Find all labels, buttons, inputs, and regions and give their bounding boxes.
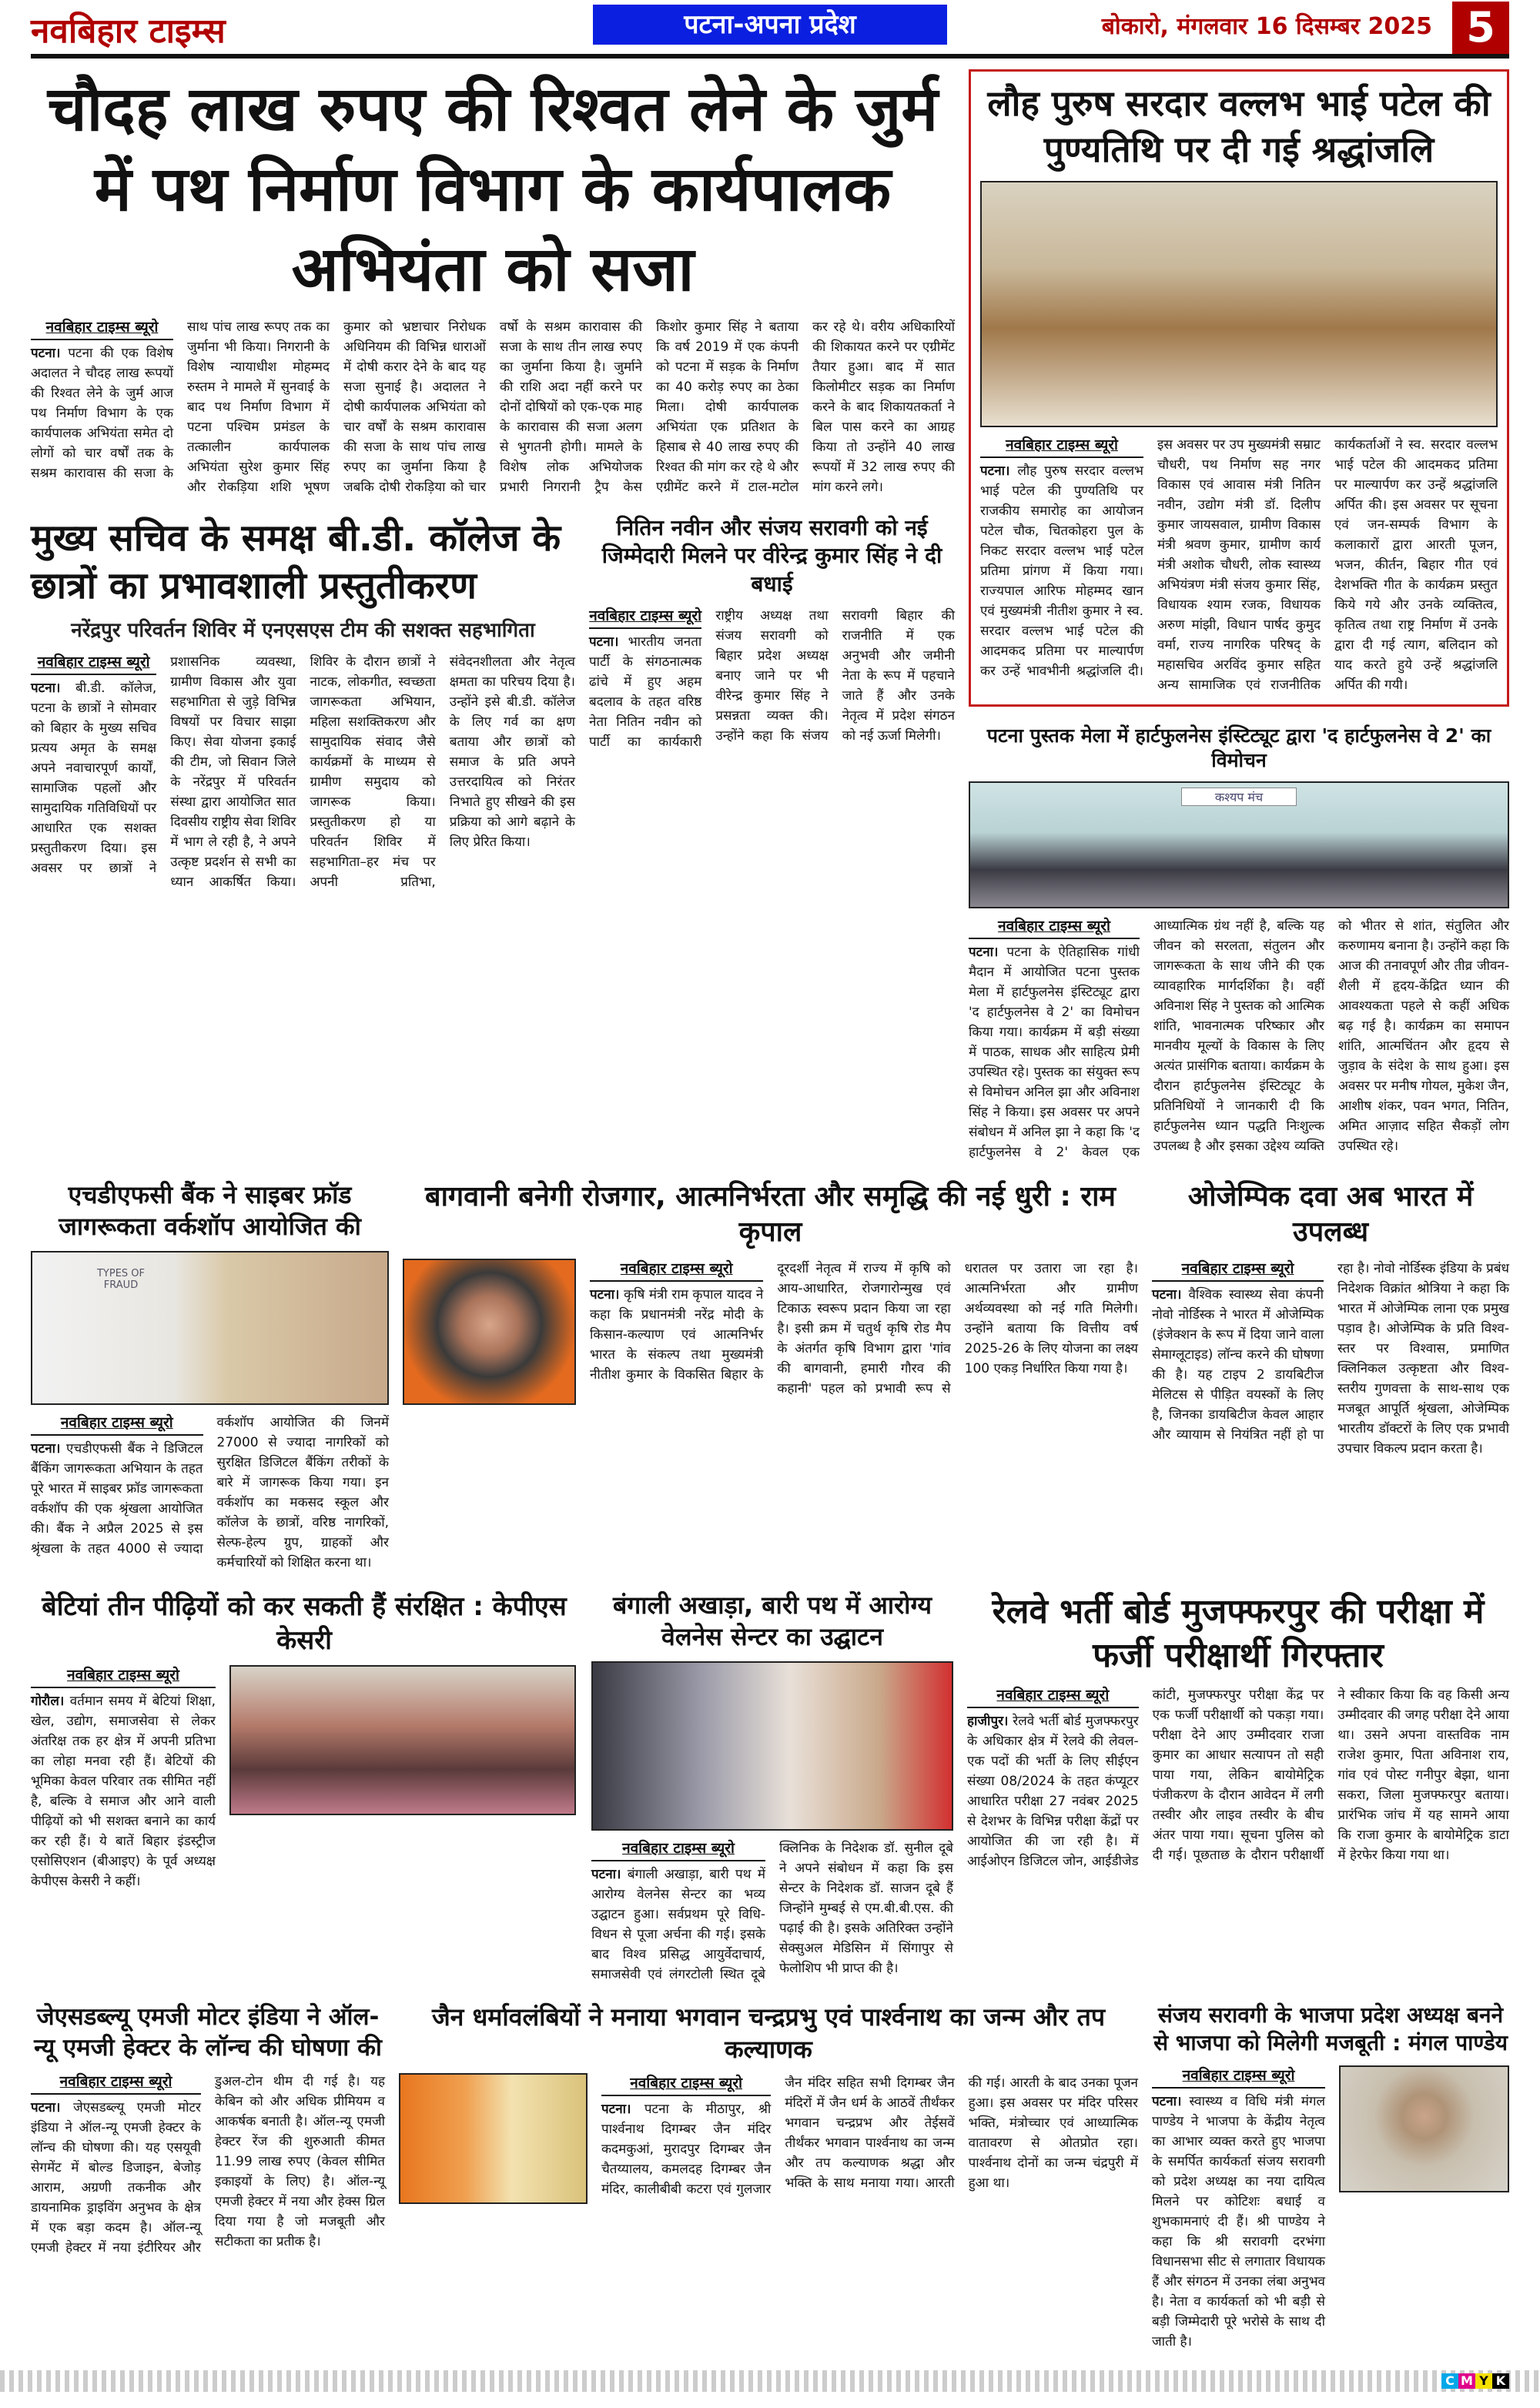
- cmyk-c: C: [1441, 2373, 1458, 2389]
- nitin-headline: नितिन नवीन और संजय सरावगी को नई जिम्मेदारी मिलने पर वीरेन्द्र कुमार सिंह ने दी बधाई: [601, 515, 942, 597]
- dateline-place: पटना।: [591, 1866, 621, 1882]
- byline: नवबिहार टाइम्स ब्यूरो: [601, 2073, 771, 2096]
- jain-headline: जैन धर्मावलंबियों ने मनाया भगवान चन्द्रप्रभु एवं पार्श्वनाथ का जन्म और तप कल्याणक: [431, 2002, 1106, 2064]
- story-text: जेएसडब्ल्यू एमजी मोटर इंडिया ने ऑल-न्यू एमजी हेक्टर के लॉन्च की घोषणा की। यह एसयूवी सेगमेंट में बोल्ड डिजाइन, बेजोड़ आराम, अग्रणी तकनीक और डायनामिक ड्राइविंग अनुभव के क्षेत्र में एक बड़ा कदम है। ऑल-न्यू एमजी हेक्टर में नया इंटीरियर और डुअल-टोन थीम दी गई है। यह केबिन को और अधिक प्रीमियम व आकर्षक बनाती है। ऑल-न्यू एमजी हेक्टर रेंज की शुरुआती कीमत 11.99 लाख रुपए (केवल सीमित इकाइयों के लिए) है। ऑल-न्यू एमजी हेक्टर में नया और हेक्स ग्रिल दिया गया है जो मजबूती और सटीकता का प्रतीक है।: [31, 2073, 385, 2256]
- bdcollege-headline: मुख्य सचिव के समक्ष बी.डी. कॉलेज के छात्रों का प्रभावशाली प्रस्तुतीकरण: [31, 517, 561, 608]
- byline: नवबिहार टाइम्स ब्यूरो: [590, 1259, 763, 1282]
- print-registration-bar: [0, 2370, 1540, 2392]
- story-text: बी.डी. कॉलेज, पटना के छात्रों ने सोमवार को बिहार के मुख्य सचिव प्रत्यय अमृत के समक्ष अपने नवाचारपूर्ण कार्यों, सामाजिक पहलों और सामुदायिक गतिविधियों पर आधारित एक सशक्त प्रस्तुतीकरण दिया। इस अवसर पर छात्रों ने प्रशासनिक व्यवस्था, ग्रामीण विकास और युवा सहभागिता से जुड़े विभिन्न विषयों पर विचार साझा किए। सेवा योजना इकाई की टीम, जो सिवान जिले के नरेंद्रपुर में परिवर्तन संस्था द्वारा आयोजित सात दिवसीय राष्ट्रीय सेवा शिविर में भाग ले रही है, ने अपने उत्कृष्ट प्रदर्शन से सभी का ध्यान आकर्षित किया। शिविर के दौरान छात्रों ने नाटक, लोकगीत, स्वच्छता जागरूकता अभियान, महिला सशक्तिकरण और सामुदायिक संवाद जैसे कार्यक्रमों के माध्यम से ग्रामीण समुदाय को जागरूक किया। प्रस्तुतीकरण हो या परिवर्तन शिविर में सहभागिता–हर मंच पर अपनी प्रतिभा, संवेदनशीलता और नेतृत्व क्षमता का परिचय दिया है। उन्होंने इसे बी.डी. कॉलेज के लिए गर्व का क्षण बताया और छात्रों को समाज के प्रति अपने उत्तरदायित्व को निरंतर निभाते हुए सीखने की इस प्रक्रिया को आगे बढ़ाने के लिए प्रेरित किया।: [31, 654, 575, 890]
- mg-story-body: [31, 2072, 385, 2258]
- byline: नवबिहार टाइम्स ब्यूरो: [980, 435, 1143, 458]
- masthead-logo: नवबिहार टाइम्स: [31, 12, 226, 51]
- hdfc-story: [31, 1179, 389, 1573]
- story-text: पटना की एक विशेष अदालत ने चौदह लाख रूपयों की रिश्वत लेने के जुर्म आज पथ निर्माण विभाग के एक कार्यपालक अभियंता समेत दो लोगों को चार वर्षों तक के सश्रम कारावास की सजा के साथ पांच लाख रूपए तक का जुर्माना भी किया। निगरानी के विशेष न्यायाधीश मोहम्मद रुस्तम ने मामले में सुनवाई के बाद पथ निर्माण विभाग में पटना पश्चिम प्रमंडल के तत्कालीन कार्यपालक अभियंता सुरेश कुमार सिंह और रोकड़िया शशि भूषण कुमार को भ्रष्टाचार निरोधक अधिनियम की विभिन्न धाराओं में दोषी करार देने के बाद यह सजा सुनाई है। अदालत ने दोषी कार्यपालक अभियंता को चार वर्षों के सश्रम कारावास की सजा के साथ पांच लाख रुपए का जुर्माना किया है जबकि दोषी रोकड़िया को चार वर्षो के सश्रम कारावास की सजा के साथ तीन लाख रुपए का जुर्माना किया है। जुर्माने की राशि अदा नहीं करने पर दोनों दोषियों को एक-एक माह के कारावास की सजा अलग से भुगतनी होगी। मामले के विशेष लोक अभियोजक प्रभारी निगरानी ट्रैप केस किशोर कुमार सिंह ने बताया कि वर्ष 2019 में एक कंपनी को पटना में सड़क के निर्माण का 40 करोड़ रुपए का ठेका मिला। दोषी कार्यपालक अभियंता एक प्रतिशत के हिसाब से 40 लाख रुपए की रिश्वत की मांग कर रहे थे और एग्रीमेंट करने में टाल-मटोल कर रहे थे। वरीय अधिकारियों की शिकायत करने पर एग्रीमेंट तैयार हुआ। बाद में सात किलोमीटर सड़क का निर्माण करने के बाद शिकायतकर्ता ने बिल पास करने का आग्रह किया तो उन्होंने 40 लाख रूपयों में 32 लाख रुपए की मांग करने लगे।: [31, 319, 955, 495]
- photo-slide-text: TYPES OF FRAUD: [96, 1267, 146, 1291]
- story-text: वैश्विक स्वास्थ्य सेवा कंपनी नोवो नोर्डिस्क ने भारत में ओजेम्पिक (इंजेक्शन के रूप में दिया जाने वाला सेमाग्लूटाइड) लॉन्च करने की घोषणा की है। यह टाइप 2 डायबिटीज मेलिटस से पीड़ित वयस्कों के लिए है, जिनका डायबिटीज केवल आहार और व्यायाम से नियंत्रित नहीं हो पा रहा है। नोवो नोर्डिस्क इंडिया के प्रबंध निदेशक विक्रांत श्रोत्रिया ने कहा कि भारत में ओजेम्पिक लाना एक प्रमुख पड़ाव है। ओजेम्पिक के प्रति विश्व-स्तर पर विश्वास, प्रमाणित क्लिनिकल उत्कृष्टता और विश्व-स्तरीय गुणवत्ता के साथ-साथ एक मजबूत आपूर्ति श्रृंखला, ओजेम्पिक भारतीय डॉक्टरों के लिए एक प्रभावी उपचार विकल्प प्रदान करता है।: [1152, 1261, 1509, 1457]
- saraogi-headline: संजय सरावगी के भाजपा प्रदेश अध्यक्ष बनने से भाजपा को मिलेगी मजबूती : मंगल पाण्डेय: [1153, 2002, 1508, 2056]
- dateline-place: हाजीपुर।: [967, 1714, 1009, 1730]
- nitin-story: [589, 514, 955, 752]
- ramkripal-story: [403, 1179, 1138, 1406]
- ramkripal-photo: [403, 1259, 576, 1405]
- dateline-place: पटना।: [31, 680, 61, 696]
- byline: नवबिहार टाइम्स ब्यूरो: [591, 1838, 765, 1861]
- ozempic-story-body: [1152, 1259, 1509, 1459]
- mg-story: [31, 2002, 385, 2258]
- bengali-headline: बंगाली अखाड़ा, बारी पथ में आरोग्य वेलनेस सेन्टर का उद्घाटन: [612, 1590, 932, 1652]
- dateline-place: पटना।: [1152, 2093, 1182, 2109]
- jain-photo: [399, 2073, 588, 2204]
- mg-headline: जेएसडब्ल्यू एमजी मोटर इंडिया ने ऑल-न्यू एमजी हेक्टर के लॉन्च की घोषणा की: [34, 2002, 382, 2062]
- byline: नवबिहार टाइम्स ब्यूरो: [31, 652, 156, 675]
- betiyan-story-body: [31, 1665, 216, 1891]
- lead-story-body: [31, 317, 955, 497]
- middle-row: [31, 1179, 1509, 1573]
- cmyk-marks: [1441, 2373, 1509, 2389]
- page-content: [31, 69, 1509, 2352]
- saraogi-photo: [1339, 2065, 1509, 2192]
- betiyan-story: [31, 1590, 578, 1891]
- story-text: बंगाली अखाड़ा, बारी पथ में आरोग्य वेलनेस सेन्टर का भव्य उद्घाटन हुआ। सर्वप्रथम पूरे विधि-विधन से पूजा अर्चना की गई। इसके बाद विश्व प्रसिद्ध आयुर्वेदाचार्य, समाजसेवी एवं लंगरटोली स्थित दूबे क्लिनिक के निदेशक डॉ. सुनील दूबे ने अपने संबोधन में कहा कि इस सेन्टर के निदेशक डॉ. साजन दूबे हैं जिन्होंने मुम्बई से एम.बी.बी.एस. की पढ़ाई की है। इसके अतिरिक्त उन्होंने सेक्सुअल मेडिसिन में सिंगापुर से फेलोशिप भी प्राप्त की है।: [591, 1840, 953, 1982]
- jain-content: [399, 2073, 1138, 2204]
- cmyk-y: Y: [1475, 2373, 1492, 2389]
- story-text: कृषि मंत्री राम कृपाल यादव ने कहा कि प्रधानमंत्री नरेंद्र मोदी के किसान-कल्याण एवं आत्मनिर्भर भारत के संकल्प तथा मुख्यमंत्री नीतीश कुमार के विकसित बिहार के दूरदर्शी नेतृत्व में राज्य में कृषि को आय-आधारित, रोजगारोन्मुख एवं टिकाऊ स्वरूप प्रदान किया जा रहा है। इसी क्रम में चतुर्थ कृषि रोड मैप के अंतर्गत कृषि विभाग द्वारा 'गांव की बागवानी, हमारी गौरव की कहानी' पहल को प्रभावी रूप से धरातल पर उतारा जा रहा है। आत्मनिर्भरता और ग्रामीण अर्थव्यवस्था को नई गति मिलेगी। उन्होंने बताया कि वित्तीय वर्ष 2025-26 के लिए योजना का लक्ष्य 100 एकड़ निर्धारित किया गया है।: [590, 1261, 1138, 1397]
- patel-photo: [980, 181, 1498, 427]
- cmyk-k: K: [1492, 2373, 1509, 2389]
- hdfc-headline: एचडीएफसी बैंक ने साइबर फ्रॉड जागरूकता वर्कशॉप आयोजित की: [59, 1179, 361, 1242]
- page-header: [31, 0, 1509, 59]
- patel-story-box: [969, 69, 1509, 707]
- dateline-place: पटना।: [601, 2102, 631, 2118]
- photo-stage-banner: कश्यप मंच: [1181, 788, 1297, 806]
- ramkripal-content: [403, 1259, 1138, 1405]
- byline: नवबिहार टाइम्स ब्यूरो: [31, 317, 173, 340]
- dateline-place: पटना।: [980, 463, 1010, 479]
- byline: नवबिहार टाइम्स ब्यूरो: [31, 1665, 216, 1688]
- bottom-row: [31, 2002, 1509, 2352]
- story-text: लौह पुरुष सरदार वल्लभ भाई पटेल की पुण्यतिथि पर राजकीय समारोह का आयोजन पटेल चौक, चितकोहरा पुल के निकट सरदार वल्लभ भाई पटेल प्रतिमा प्रांगण में किया गया। राज्यपाल आरिफ मोहम्मद खान एवं मुख्यमंत्री नीतीश कुमार ने स्व. सरदार वल्लभ भाई पटेल की आदमकद प्रतिमा पर माल्यार्पण कर उन्हें भावभीनी श्रद्धांजलि दी। इस अवसर पर उप मुख्यमंत्री सम्राट चौधरी, पथ निर्माण सह नगर विकास एवं आवास मंत्री नितिन नवीन, उद्योग मंत्री डॉ. दिलीप कुमार जायसवाल, ग्रामीण विकास मंत्री श्रवण कुमार, ग्रामीण कार्य मंत्री अशोक चौधरी, लोक स्वास्थ्य अभियंत्रण मंत्री संजय कुमार सिंह, विधायक श्याम रजक, विधायक अरुण मांझी, विधान पार्षद कुमुद वर्मा, राज्य नागरिक परिषद् के महासचिव अरविंद कुमार सहित अन्य सामाजिक एवं राजनीतिक कार्यकर्ताओं ने स्व. सरदार वल्लभ भाई पटेल की आदमकद प्रतिमा पर माल्यार्पण कर उन्हें श्रद्धांजलि अर्पित की। इस अवसर पर सूचना एवं जन-सम्पर्क विभाग के कलाकारों द्वारा आरती पूजन, भजन, कीर्तन, बिहार गीत एवं देशभक्ति गीत के कार्यक्रम प्रस्तुत किये गये और उनके व्यक्तित्व, कृतित्व तथा राष्ट्र निर्माण में उनके द्वारा दी गई त्याग, बलिदान को याद करते हुये उन्हें श्रद्धांजलि अर्पित की गयी।: [980, 436, 1498, 693]
- lower-row: [31, 1590, 1509, 1985]
- bdcollege-story-body: [31, 652, 575, 892]
- railway-story: [967, 1590, 1509, 1871]
- patel-headline: लौह पुरुष सरदार वल्लभ भाई पटेल की पुण्यतिथि पर दी गई श्रद्धांजलि: [987, 82, 1491, 170]
- nitin-story-body: [589, 606, 955, 752]
- betiyan-content: [31, 1665, 578, 1891]
- byline: नवबिहार टाइम्स ब्यूरो: [1152, 2065, 1325, 2089]
- saraogi-story: [1152, 2002, 1509, 2352]
- betiyan-headline: बेटियां तीन पीढ़ियों को कर सकती हैं संरक्षित : केपीएस केसरी: [42, 1590, 567, 1656]
- bdcollege-subheadline: नरेंद्रपुर परिवर्तन शिविर में एनएसएस टीम की सशक्त सहभागिता: [71, 618, 535, 642]
- dateline-place: गोरौल।: [31, 1694, 65, 1710]
- lead-headline: चौदह लाख रुपए की रिश्वत लेने के जुर्म में पथ निर्माण विभाग के कार्यपालक अभियंता को सजा: [47, 73, 939, 305]
- byline: नवबिहार टाइम्स ब्यूरो: [969, 916, 1140, 939]
- section-title: पटना-अपना प्रदेश: [593, 5, 947, 45]
- hdfc-story-body: [31, 1413, 389, 1573]
- bengali-photo: [591, 1661, 953, 1831]
- byline: नवबिहार टाइम्स ब्यूरो: [589, 606, 701, 629]
- story-text: पटना के ऐतिहासिक गांधी मैदान में आयोजित पटना पुस्तक मेला में हार्टफुलनेस इंस्टिट्यूट द्वारा 'द हार्टफुलनेस वे 2' का विमोचन किया गया। कार्यक्रम में बड़ी संख्या में पाठक, साधक और साहित्य प्रेमी उपस्थित रहे। पुस्तक का संयुक्त रूप से विमोचन अनिल झा और अविनाश सिंह ने किया। इस अवसर पर अपने संबोधन में अनिल झा ने कहा कि 'द हार्टफुलनेस वे 2' केवल एक आध्यात्मिक ग्रंथ नहीं है, बल्कि यह जीवन को सरलता, संतुलन और जागरूकता के साथ जीने की एक व्यावहारिक मार्गदर्शिका है। वहीं अविनाश सिंह ने पुस्तक को आत्मिक शांति, भावनात्मक परिष्कार और मानवीय मूल्यों के विकास के लिए अत्यंत प्रासंगिक बताया। कार्यक्रम के दौरान हार्टफुलनेस इंस्टिट्यूट के प्रतिनिधियों ने जानकारी दी कि हार्टफुलनेस ध्यान पद्धति निःशुल्क उपलब्ध है और इसका उद्देश्य व्यक्ति को भीतर से शांत, संतुलित और करुणामय बनाना है। उन्होंने कहा कि आज की तनावपूर्ण और तीव्र जीवन-शैली में हृदय-केंद्रित ध्यान की आवश्यकता पहले से कहीं अधिक बढ़ गई है। कार्यक्रम का समापन शांति, आत्मचिंतन और हृदय से जुड़ाव के संदेश के साथ हुआ। इस अवसर पर मनीष गोयल, मुकेश जैन, आशीष शंकर, पवन भगत, नितिन, अमित आज़ाद सहित सैकड़ों लोग उपस्थित रहे।: [969, 918, 1509, 1160]
- dateline-place: पटना।: [590, 1287, 620, 1303]
- bdcollege-story: [31, 514, 575, 892]
- top-section: [31, 69, 1509, 1162]
- betiyan-photo: [229, 1665, 576, 1815]
- saraogi-story-body: [1152, 2065, 1325, 2352]
- dateline-place: पटना।: [31, 346, 61, 361]
- story-text: भारतीय जनता पार्टी के संगठनात्मक ढांचे में हुए अहम बदलाव के तहत वरिष्ठ नेता नितिन नवीन को पार्टी का कार्यकारी राष्ट्रीय अध्यक्ष तथा संजय सरावगी को बिहार प्रदेश अध्यक्ष बनाए जाने पर भी वीरेन्द्र कुमार सिंह ने प्रसन्नता व्यक्त की। उन्होंने कहा कि संजय सरावगी बिहार की राजनीति में एक अनुभवी और जमीनी नेता के रूप में पहचाने जाते हैं और उनके नेतृत्व में प्रदेश संगठन को नई ऊर्जा मिलेगी।: [589, 608, 955, 751]
- ramkripal-headline: बागवानी बनेगी रोजगार, आत्मनिर्भरता और समृद्धि की नई धुरी : राम कृपाल: [425, 1180, 1116, 1249]
- ramkripal-story-body: [590, 1259, 1138, 1399]
- railway-story-body: [967, 1685, 1509, 1871]
- hdfc-photo: [31, 1251, 389, 1405]
- cmyk-m: M: [1458, 2373, 1475, 2389]
- ozempic-story: [1152, 1179, 1509, 1460]
- second-row-left: [31, 514, 955, 892]
- dateline-place: पटना।: [969, 944, 999, 960]
- jain-story-body: [601, 2073, 1138, 2199]
- jain-story: [399, 2002, 1138, 2204]
- top-left-column: [31, 69, 955, 892]
- dateline-place: पटना।: [31, 2099, 61, 2115]
- byline: नवबिहार टाइम्स ब्यूरो: [1152, 1259, 1324, 1282]
- dateline-place: पटना।: [31, 1440, 61, 1457]
- saraogi-content: [1152, 2065, 1509, 2352]
- story-text: एचडीएफसी बैंक ने डिजिटल बैंकिंग जागरूकता अभियान के तहत पूरे भारत में साइबर फ्रॉड जागरूकता वर्कशॉप की एक श्रृंखला आयोजित की। बैंक ने अप्रैल 2025 से इस श्रृंखला के तहत 4000 से ज्यादा वर्कशॉप आयोजित की जिनमें 27000 से ज्यादा नागरिकों को सुरक्षित डिजिटल बैंकिंग तरीकों के बारे में जागरूक किया गया। इन वर्कशॉप का मकसद स्कूल और कॉलेज के छात्रों, वरिष्ठ नागरिकों, सेल्फ-हेल्प ग्रुप, ग्राहकों और कर्मचारियों को शिक्षित करना था।: [31, 1414, 389, 1570]
- dateline: बोकारो, मंगलवार 16 दिसम्बर 2025: [1101, 13, 1432, 40]
- dateline-place: पटना।: [589, 634, 619, 650]
- bengali-story-body: [591, 1838, 953, 1985]
- bengali-story: [591, 1590, 953, 1985]
- story-text: रेलवे भर्ती बोर्ड मुजफ्फरपुर के अधिकार क्षेत्र में रेलवे की लेवल-एक पदों की भर्ती के लिए सीईएन संख्या 08/2024 के तहत कंप्यूटर आधारित परीक्षा 27 नवंबर 2025 से देशभर के विभिन्न परीक्षा केंद्रों पर आयोजित की जा रही है। में आईओएन डिजिटल जोन, आईडीजेड कांटी, मुजफ्फरपुर परीक्षा केंद्र पर एक फर्जी परीक्षार्थी को पकड़ा गया। परीक्षा देने आए उम्मीदवार राजा कुमार का आधार सत्यापन तो सही पाया गया, लेकिन बायोमेट्रिक पंजीकरण के दौरान आवेदन में लगी तस्वीर और लाइव तस्वीर के बीच अंतर पाया गया। सूचना पुलिस को दी गई। पूछताछ के दौरान परीक्षार्थी ने स्वीकार किया कि वह किसी अन्य उम्मीदवार की जगह परीक्षा देने आया था। उसने अपना वास्तविक नाम राजेश कुमार, पिता अविनाश राय, गांव एवं पोस्ट गनीपुर बेझा, थाना सकरा, जिला मुजफ्फरपुर बताया। प्रारंभिक जांच में यह सामने आया कि राजा कुमार के बायोमेट्रिक डाटा में हेरफेर किया गया था।: [967, 1687, 1509, 1870]
- lead-story: [31, 69, 955, 497]
- byline: नवबिहार टाइम्स ब्यूरो: [967, 1685, 1139, 1708]
- heartfulness-photo: [969, 781, 1509, 908]
- byline: नवबिहार टाइम्स ब्यूरो: [31, 1413, 203, 1436]
- heartfulness-headline: पटना पुस्तक मेला में हार्टफुलनेस इंस्टिट्यूट द्वारा 'द हार्टफुलनेस वे 2' का विमोचन: [986, 724, 1491, 772]
- byline: नवबिहार टाइम्स ब्यूरो: [31, 2072, 201, 2095]
- patel-story-body: [980, 435, 1498, 695]
- page-number: 5: [1452, 2, 1509, 54]
- ozempic-headline: ओजेम्पिक दवा अब भारत में उपलब्ध: [1187, 1180, 1474, 1249]
- story-text: स्वास्थ्य व विधि मंत्री मंगल पाण्डेय ने भाजपा के केंद्रीय नेतृत्व का आभार व्यक्त करते हुए भाजपा के समर्पित कार्यकर्ता संजय सरावगी को प्रदेश अध्यक्ष का नया दायित्व मिलने पर कोटिशः बधाई व शुभकामनाएं दी हैं। श्री पाण्डेय ने कहा कि श्री सरावगी दरभंगा विधानसभा सीट से लगातार विधायक हैं और संगठन में उनका लंबा अनुभव है। नेता व कार्यकर्ता को भी बड़ी से बड़ी जिम्मेदारी पूरे भरोसे के साथ दी जाती है।: [1152, 2093, 1325, 2349]
- story-text: पटना के मीठापुर, श्री पार्श्वनाथ दिगम्बर जैन मंदिर कदमकुआं, मुरादपुर दिगम्बर जैन चैतय्यालय, कमलदह दिगम्बर जैन मंदिर, कालीबीबी कटरा एवं गुलजार जैन मंदिर सहित सभी दिगम्बर जैन मंदिरों में जैन धर्म के आठवें तीर्थंकर भगवान चन्द्रप्रभ और तेईसवें तीर्थंकर भगवान पार्श्वनाथ का जन्म और तप कल्याणक श्रद्धा और भक्ति के साथ मनाया गया। आरती की गई। आरती के बाद उनका पूजन हुआ। इस अवसर पर मंदिर परिसर भक्ति, मंत्रोच्चार एवं आध्यात्मिक वातावरण से ओतप्रोत रहा। पार्श्वनाथ दोनों का जन्म चंद्रपुरी में हुआ था।: [601, 2075, 1138, 2198]
- dateline-place: पटना।: [1152, 1287, 1182, 1303]
- heartfulness-story: [969, 724, 1509, 1162]
- story-text: वर्तमान समय में बेटियां शिक्षा, खेल, उद्योग, समाजसेवा से लेकर अंतरिक्ष तक हर क्षेत्र में अपनी प्रतिभा का लोहा मनवा रही हैं। बेटियों की भूमिका केवल परिवार तक सीमित नहीं है, बल्कि वे समाज और आने वाली पीढ़ियों को भी सशक्त बनाने का कार्य कर रही हैं। ये बातें बिहार इंडस्ट्रीज एसोसिएशन (बीआइए) के पूर्व अध्यक्ष केपीएस केसरी ने कहीं।: [31, 1694, 216, 1890]
- railway-headline: रेलवे भर्ती बोर्ड मुजफ्फरपुर की परीक्षा में फर्जी परीक्षार्थी गिरफ्तार: [992, 1591, 1485, 1675]
- heartfulness-story-body: [969, 916, 1509, 1162]
- top-right-column: [969, 69, 1509, 1162]
